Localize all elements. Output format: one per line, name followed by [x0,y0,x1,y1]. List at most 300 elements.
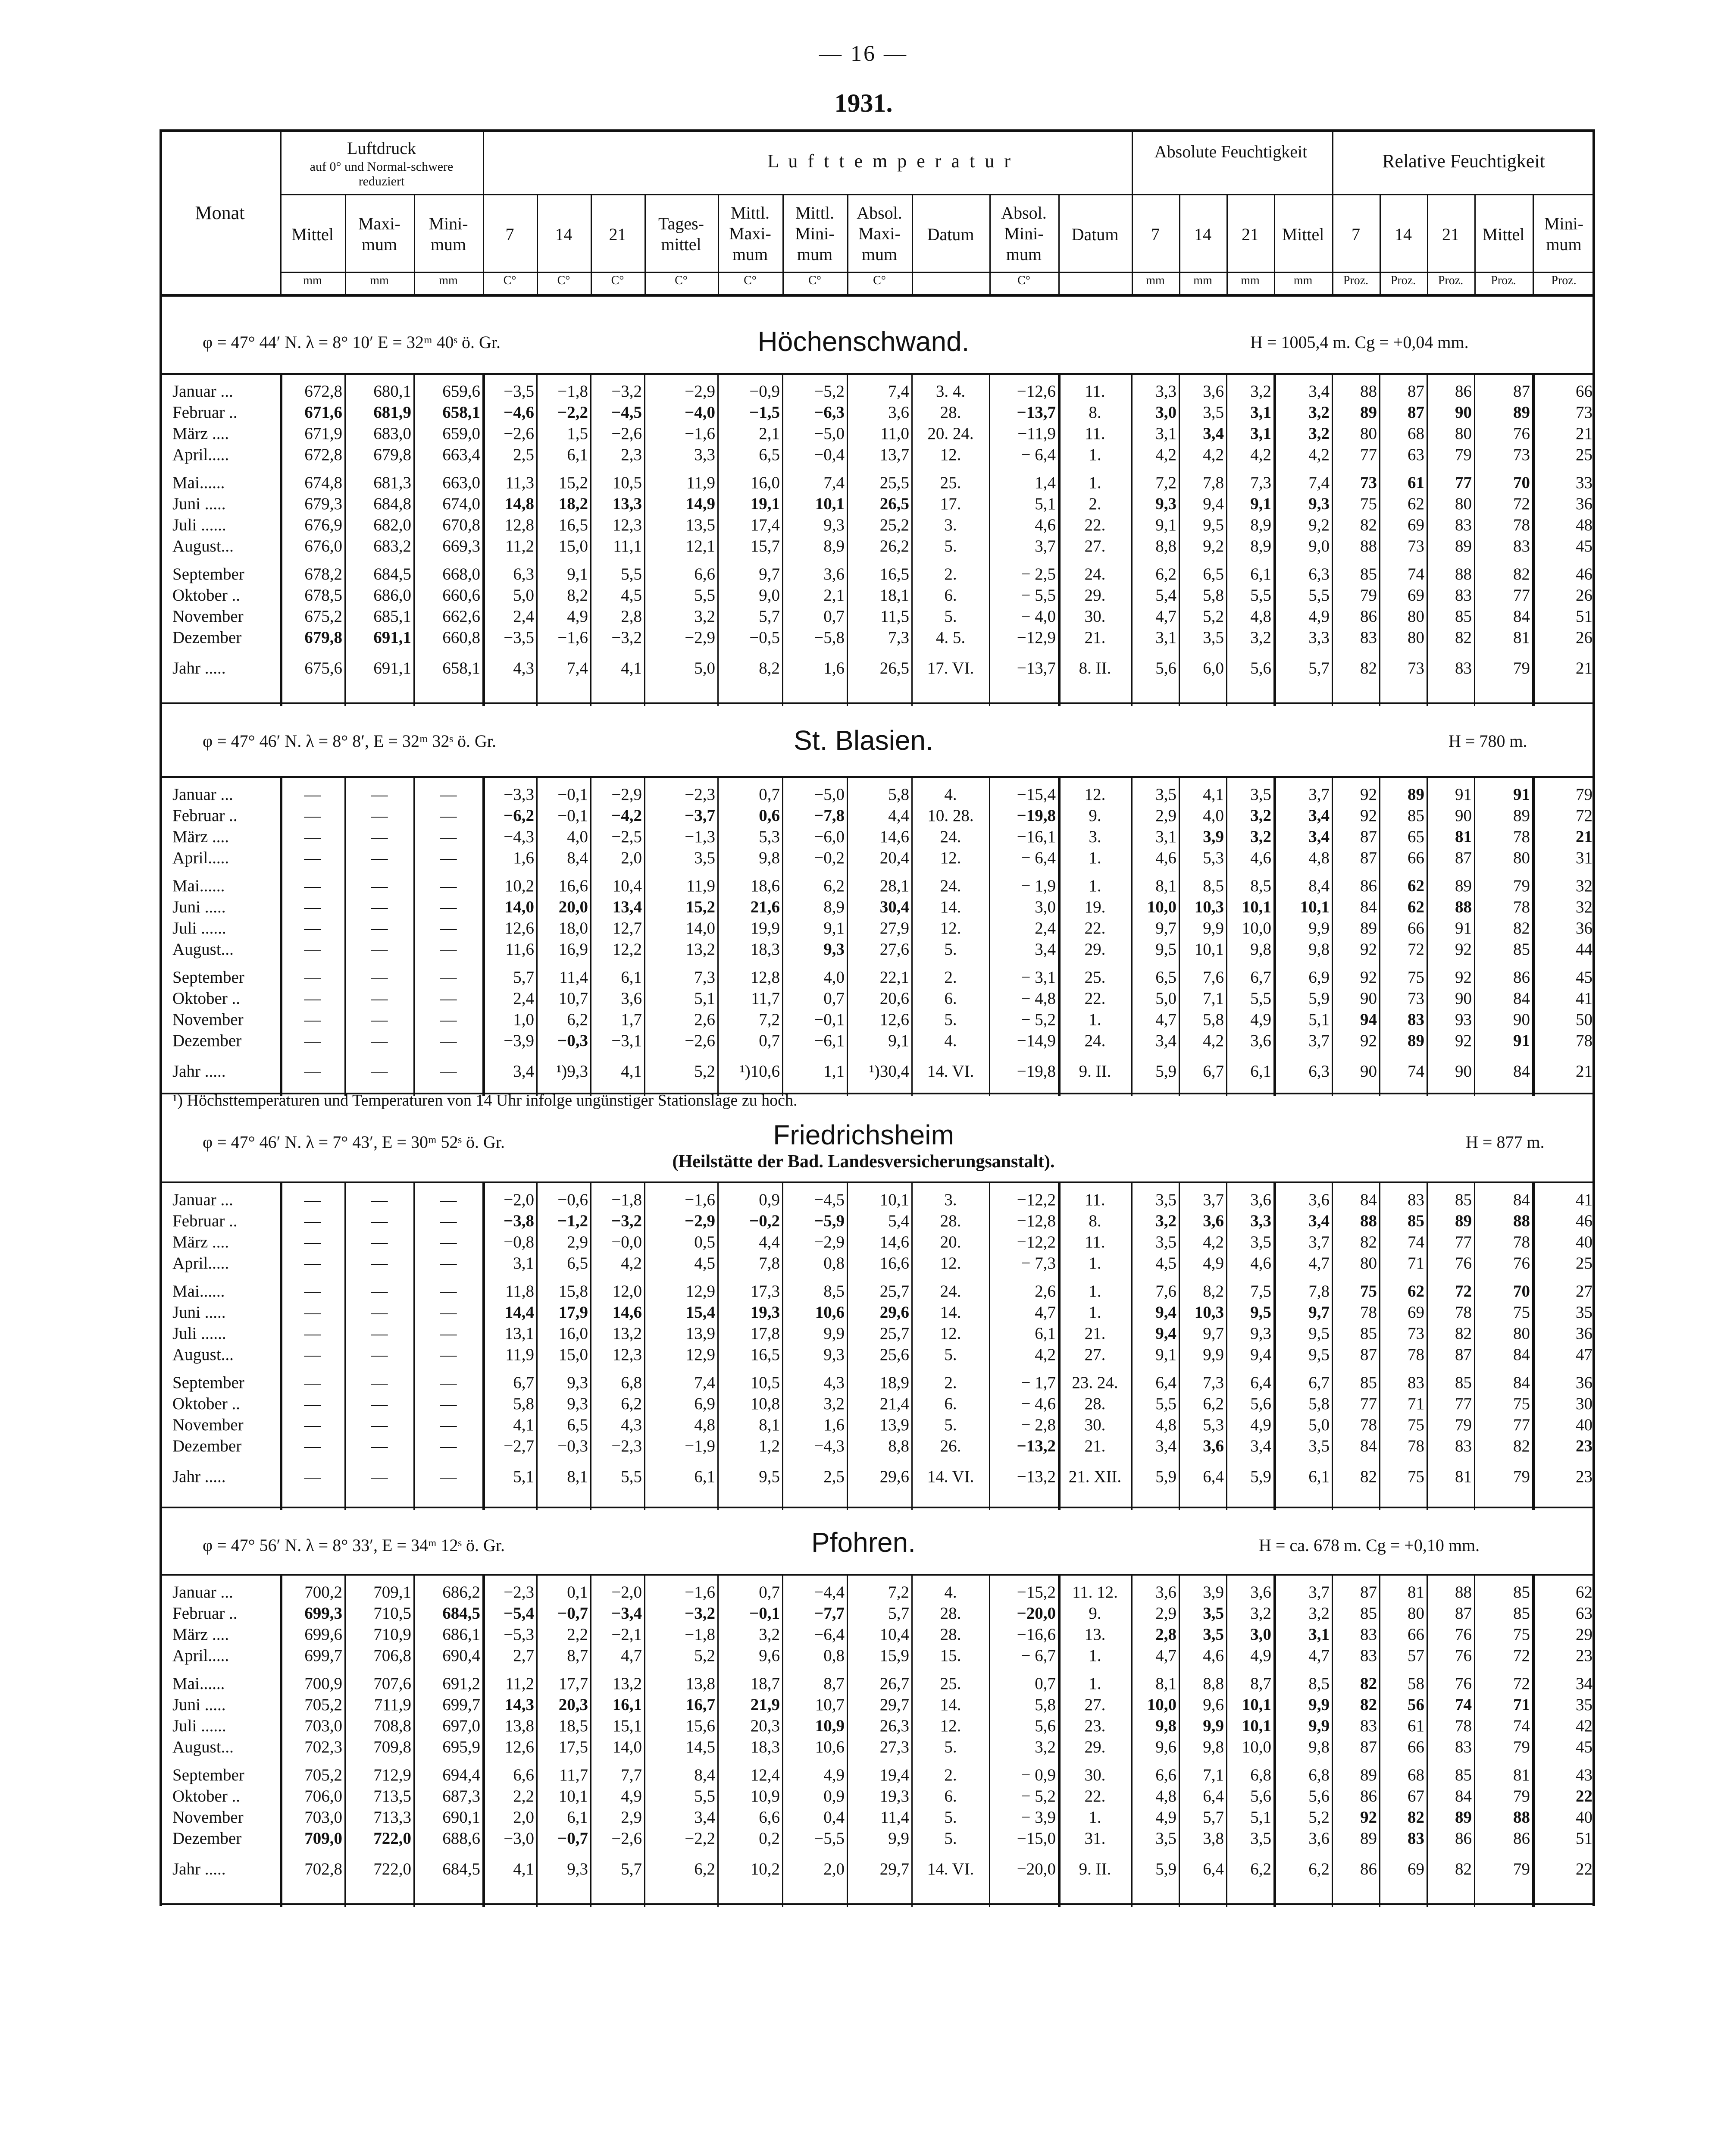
cell: 1,7 [621,1010,642,1029]
cell: 92 [1360,785,1377,804]
cell: — [440,1062,457,1081]
month-label: Dezember [172,1031,242,1050]
cell: 675,2 [304,607,342,626]
cell: −0,1 [557,785,588,804]
cell: — [304,1395,321,1413]
cell: 11,8 [505,1282,534,1300]
cell: 722,0 [373,1859,411,1878]
cell: − 3,1 [1021,968,1056,987]
cell: 85 [1408,806,1424,825]
cell: 8,7 [567,1646,588,1665]
cell: 8,4 [1308,877,1330,895]
cell: 3,0 [1035,898,1056,916]
cell: 4,7 [1308,1254,1330,1272]
cell: 2,1 [759,424,780,443]
cell: 6,8 [1308,1766,1330,1784]
cell: 5,2 [694,1646,715,1665]
cell: 9,9 [1308,919,1330,937]
cell: 705,2 [304,1766,342,1784]
cell: 74 [1408,1233,1424,1251]
cell: −1,6 [685,1191,715,1209]
col-abs-7: 7 [1151,225,1160,244]
cell: − 1,7 [1021,1373,1056,1392]
cell: −12,2 [1017,1233,1056,1251]
cell: 3. 4. [935,382,966,401]
cell: — [371,1233,388,1251]
cell: 82 [1455,628,1472,647]
cell: −2,0 [504,1191,534,1209]
cell: 69 [1408,586,1424,605]
cell: 11,9 [505,1345,534,1364]
cell: 4. 5. [935,628,966,647]
cell: 6,1 [1250,565,1271,583]
cell: 21. [1084,628,1106,647]
cell: 1. [1089,1282,1101,1300]
cell: 23 [1576,1437,1592,1455]
cell: 7,8 [759,1254,780,1272]
cell: 29,7 [879,1695,909,1714]
cell: — [371,989,388,1008]
cell: 2,7 [513,1646,534,1665]
cell: 3,1 [1155,424,1176,443]
cell: ¹)10,6 [740,1062,780,1081]
cell: 2. [944,968,957,987]
cell: 79 [1360,586,1377,605]
cell: 82 [1455,1859,1472,1878]
cell: 88 [1455,898,1472,916]
cell: −11,9 [1017,424,1056,443]
cell: 18,2 [558,495,588,513]
cell: — [371,806,388,825]
cell: — [440,1345,457,1364]
cell: 7,4 [1308,473,1330,492]
cell: 17,4 [750,516,780,534]
cell: 83 [1408,1829,1424,1848]
cell: 2. [944,565,957,583]
cell: 9,3 [567,1373,588,1392]
cell: 7,2 [759,1010,780,1029]
cell: 10,5 [750,1373,780,1392]
cell: 78 [1360,1416,1377,1434]
cell: 703,0 [304,1808,342,1827]
cell: — [304,1373,321,1392]
col-temp-21: 21 [609,225,626,244]
month-label: Juli ...... [172,516,226,534]
cell: 23. [1084,1717,1106,1735]
cell: 709,0 [304,1829,342,1848]
cell: 77 [1455,1233,1472,1251]
cell: 4,9 [1250,1416,1271,1434]
cell: 12,9 [685,1282,715,1300]
cell: 6,5 [567,1416,588,1434]
cell: 12,1 [685,537,715,555]
col-luftdruck-maximum: Maxi-mum [358,214,400,254]
cell: — [371,1416,388,1434]
cell: 24. [940,1282,961,1300]
cell: 3,6 [1155,1583,1176,1601]
cell: 79 [1513,877,1530,895]
cell: 688,6 [442,1829,480,1848]
cell: 16,7 [685,1695,715,1714]
cell: 675,6 [304,658,342,677]
cell: 78 [1513,827,1530,846]
cell: 9,2 [1308,516,1330,534]
cell: 77 [1360,1395,1377,1413]
cell: 41 [1576,1191,1592,1209]
cell: 83 [1408,1010,1424,1029]
cell: 709,8 [373,1738,411,1756]
cell: 7,7 [621,1766,642,1784]
cell: 8,1 [1155,877,1176,895]
cell: 51 [1576,1829,1592,1848]
cell: 3,3 [1155,382,1176,401]
cell: 91 [1455,785,1472,804]
unit-18: Proz. [1390,274,1416,287]
cell: 659,0 [442,424,480,443]
cell: 695,9 [442,1738,480,1756]
cell: 3,4 [1035,940,1056,959]
cell: 30. [1084,1416,1106,1434]
header-relative-feuchtigkeit: Relative Feuchtigkeit [1382,150,1545,172]
cell: — [371,1395,388,1413]
cell: 79 [1455,1416,1472,1434]
cell: 683,2 [373,537,411,555]
cell: 6,2 [1155,565,1176,583]
cell: 3. [944,1191,957,1209]
cell: 24. [1084,1031,1106,1050]
cell: 15,7 [750,537,780,555]
cell: 8,8 [1203,1674,1224,1693]
cell: 680,1 [373,382,411,401]
cell: 6,8 [1250,1766,1271,1784]
cell: 24. [940,827,961,846]
month-label: März .... [172,1625,229,1644]
cell: 4,5 [1155,1254,1176,1272]
cell: −0,7 [557,1829,588,1848]
cell: 63 [1408,445,1424,464]
cell: 4,0 [823,968,845,987]
month-label: November [172,1010,244,1029]
cell: 21,6 [750,898,780,916]
cell: 47 [1576,1345,1592,1364]
cell: 684,8 [373,495,411,513]
cell: 11,2 [505,1674,534,1693]
cell: 6,6 [759,1808,780,1827]
cell: 13,7 [879,445,909,464]
cell: 674,0 [442,495,480,513]
cell: −4,5 [814,1191,845,1209]
month-label: Jahr ..... [172,658,226,677]
cell: 4,1 [621,658,642,677]
cell: 11,0 [880,424,909,443]
station-name: Pfohren. [811,1527,916,1558]
cell: 22 [1576,1859,1592,1878]
cell: — [440,1191,457,1209]
cell: 2,5 [513,445,534,464]
cell: 10,1 [558,1787,588,1805]
cell: 86 [1360,1787,1377,1805]
cell: 18,9 [879,1373,909,1392]
cell: 12,6 [879,1010,909,1029]
cell: 74 [1408,565,1424,583]
cell: 5,5 [621,1467,642,1486]
station-coords: φ = 47° 46′ N. λ = 7° 43′, E = 30ᵐ 52ˢ ö. Gr. [203,1132,505,1152]
cell: 9,9 [1203,1345,1224,1364]
header-monat: Monat [195,202,245,223]
month-label: Februar .. [172,1212,238,1230]
cell: 62 [1408,898,1424,916]
cell: 0,1 [567,1583,588,1601]
cell: 4,1 [513,1416,534,1434]
cell: 28. [940,1625,961,1644]
cell: 3,4 [1155,1031,1176,1050]
cell: 18,7 [750,1674,780,1693]
cell: −3,3 [504,785,534,804]
cell: 3,7 [1203,1191,1224,1209]
cell: 69 [1408,1859,1424,1878]
cell: 80 [1513,849,1530,867]
cell: 691,2 [442,1674,480,1693]
cell: 48 [1576,516,1592,534]
cell: 10,0 [1147,1695,1176,1714]
cell: 80 [1408,1604,1424,1623]
cell: 6,7 [1308,1373,1330,1392]
cell: 9,8 [1308,940,1330,959]
cell: 3,7 [1035,537,1056,555]
cell: — [371,1467,388,1486]
cell: 30. [1084,607,1106,626]
cell: 10,9 [750,1787,780,1805]
cell: 12,7 [612,919,642,937]
cell: 32 [1576,877,1592,895]
cell: 10,0 [1242,1738,1271,1756]
cell: 72 [1455,1282,1472,1300]
cell: 5,5 [1250,989,1271,1008]
cell: −4,5 [611,403,642,422]
cell: 4. [944,785,957,804]
cell: 9,7 [1155,919,1176,937]
cell: −0,0 [611,1233,642,1251]
cell: −2,9 [685,1212,715,1230]
cell: 51 [1576,607,1592,626]
cell: 5,6 [1250,658,1271,677]
cell: 10,1 [1300,898,1330,916]
col-abs-mittel: Mittel [1282,225,1324,244]
cell: 6,6 [513,1766,534,1784]
cell: 3,5 [1203,628,1224,647]
cell: 4. [944,1031,957,1050]
cell: 13,3 [612,495,642,513]
cell: 22. [1084,516,1106,534]
cell: 69 [1408,1303,1424,1322]
cell: 20. 24. [927,424,974,443]
cell: 21 [1576,658,1592,677]
cell: 2,0 [621,849,642,867]
cell: 8. II. [1079,658,1111,677]
cell: 6,5 [567,1254,588,1272]
cell: −0,3 [557,1031,588,1050]
unit-6: C° [675,274,688,287]
cell: — [304,1303,321,1322]
cell: 679,8 [304,628,342,647]
cell: 3,3 [1250,1212,1271,1230]
cell: −13,7 [1017,403,1056,422]
cell: 26,7 [879,1674,909,1693]
month-label: Januar ... [172,1191,233,1209]
station-table [160,1574,1595,1905]
cell: 91 [1513,785,1530,804]
cell: 9,9 [888,1829,909,1848]
cell: 8,7 [823,1674,845,1693]
cell: −3,2 [611,1212,642,1230]
cell: — [440,1254,457,1272]
cell: −3,1 [611,1031,642,1050]
cell: 75 [1513,1395,1530,1413]
cell: 7,4 [567,658,588,677]
cell: 3,4 [1250,1437,1271,1455]
cell: 1. [1089,1010,1101,1029]
cell: − 6,4 [1021,445,1056,464]
month-label: Juli ...... [172,1717,226,1735]
cell: 4,9 [1203,1254,1224,1272]
cell: 4. [944,1583,957,1601]
cell: 6,2 [1308,1859,1330,1878]
cell: 9,4 [1155,1303,1176,1322]
cell: 88 [1513,1808,1530,1827]
cell: 7,8 [1308,1282,1330,1300]
cell: 26,2 [879,537,909,555]
cell: 15,2 [558,473,588,492]
cell: 21,9 [750,1695,780,1714]
cell: −3,8 [504,1212,534,1230]
cell: 12. [940,1254,961,1272]
cell: 12,4 [750,1766,780,1784]
cell: 44 [1576,940,1592,959]
cell: 10,3 [1194,898,1224,916]
cell: − 5,2 [1021,1787,1056,1805]
cell: 22 [1576,1787,1592,1805]
cell: 5,9 [1155,1859,1176,1878]
cell: 87 [1408,382,1424,401]
cell: 83 [1455,586,1472,605]
cell: 31. [1084,1829,1106,1848]
cell: 92 [1360,940,1377,959]
cell: 45 [1576,1738,1592,1756]
cell: 3,5 [1203,403,1224,422]
cell: 6. [944,586,957,605]
cell: 9,5 [1155,940,1176,959]
cell: −16,1 [1017,827,1056,846]
cell: 25. [940,473,961,492]
cell: 3,6 [621,989,642,1008]
cell: 8,7 [1250,1674,1271,1693]
cell: 712,9 [373,1766,411,1784]
cell: 84 [1360,1437,1377,1455]
cell: 76 [1513,1254,1530,1272]
month-label: Oktober .. [172,1395,241,1413]
cell: 28. [1084,1395,1106,1413]
cell: 28. [940,403,961,422]
cell: 14,5 [685,1738,715,1756]
cell: — [440,1233,457,1251]
cell: 3,7 [1308,785,1330,804]
col-mittl-maximum: Mittl. Maxi-mum [729,203,771,264]
cell: 14,8 [504,495,534,513]
cell: 14,9 [685,495,715,513]
cell: 699,7 [304,1646,342,1665]
cell: 78 [1513,1233,1530,1251]
cell: 9. II. [1079,1859,1111,1878]
unit-1: mm [370,274,389,287]
cell: 12,3 [612,516,642,534]
month-label: Mai...... [172,1282,225,1300]
cell: 93 [1455,1010,1472,1029]
cell: 29. [1084,1738,1106,1756]
cell: 14,3 [504,1695,534,1714]
cell: 79 [1513,1467,1530,1486]
cell: 6,2 [1250,1859,1271,1878]
cell: 75 [1360,1282,1377,1300]
cell: 4,9 [1250,1646,1271,1665]
cell: 26. [940,1437,961,1455]
month-label: August... [172,940,234,959]
unit-16: mm [1293,274,1313,287]
cell: 5,1 [1250,1808,1271,1827]
cell: 22,1 [879,968,909,987]
cell: 61 [1408,473,1424,492]
cell: 78 [1513,516,1530,534]
station-name: Friedrichsheim [773,1119,954,1150]
cell: — [440,898,457,916]
cell: 73 [1408,989,1424,1008]
cell: 3,2 [1308,403,1330,422]
unit-20: Proz. [1491,274,1516,287]
station-subtitle: (Heilstätte der Bad. Landesversicherungsanstalt). [672,1152,1055,1172]
cell: 3,5 [694,849,715,867]
cell: 80 [1455,495,1472,513]
cell: 5. [944,940,957,959]
cell: 676,9 [304,516,342,534]
cell: 3,2 [1250,628,1271,647]
cell: 11,1 [613,537,642,555]
cell: 0,8 [823,1646,845,1665]
cell: 82 [1360,1674,1377,1693]
cell: 81 [1408,1583,1424,1601]
cell: −16,6 [1017,1625,1056,1644]
cell: 56 [1408,1695,1424,1714]
cell: 90 [1455,1062,1472,1081]
cell: 4,9 [823,1766,845,1784]
cell: — [371,1031,388,1050]
cell: 82 [1408,1808,1424,1827]
cell: 14. [940,1303,961,1322]
month-label: Jahr ..... [172,1062,226,1081]
cell: — [440,1324,457,1343]
page-year: 1931. [834,89,893,117]
cell: — [440,1031,457,1050]
cell: 88 [1513,1212,1530,1230]
cell: 6,4 [1203,1787,1224,1805]
cell: 1,6 [823,658,845,677]
cell: 683,0 [373,424,411,443]
cell: 9,1 [823,919,845,937]
cell: 29 [1576,1625,1592,1644]
col-datum-max: Datum [927,225,974,244]
cell: 5,9 [1155,1062,1176,1081]
col-rel-21: 21 [1442,225,1459,244]
cell: 9,6 [1203,1695,1224,1714]
cell: 5,4 [888,1212,909,1230]
